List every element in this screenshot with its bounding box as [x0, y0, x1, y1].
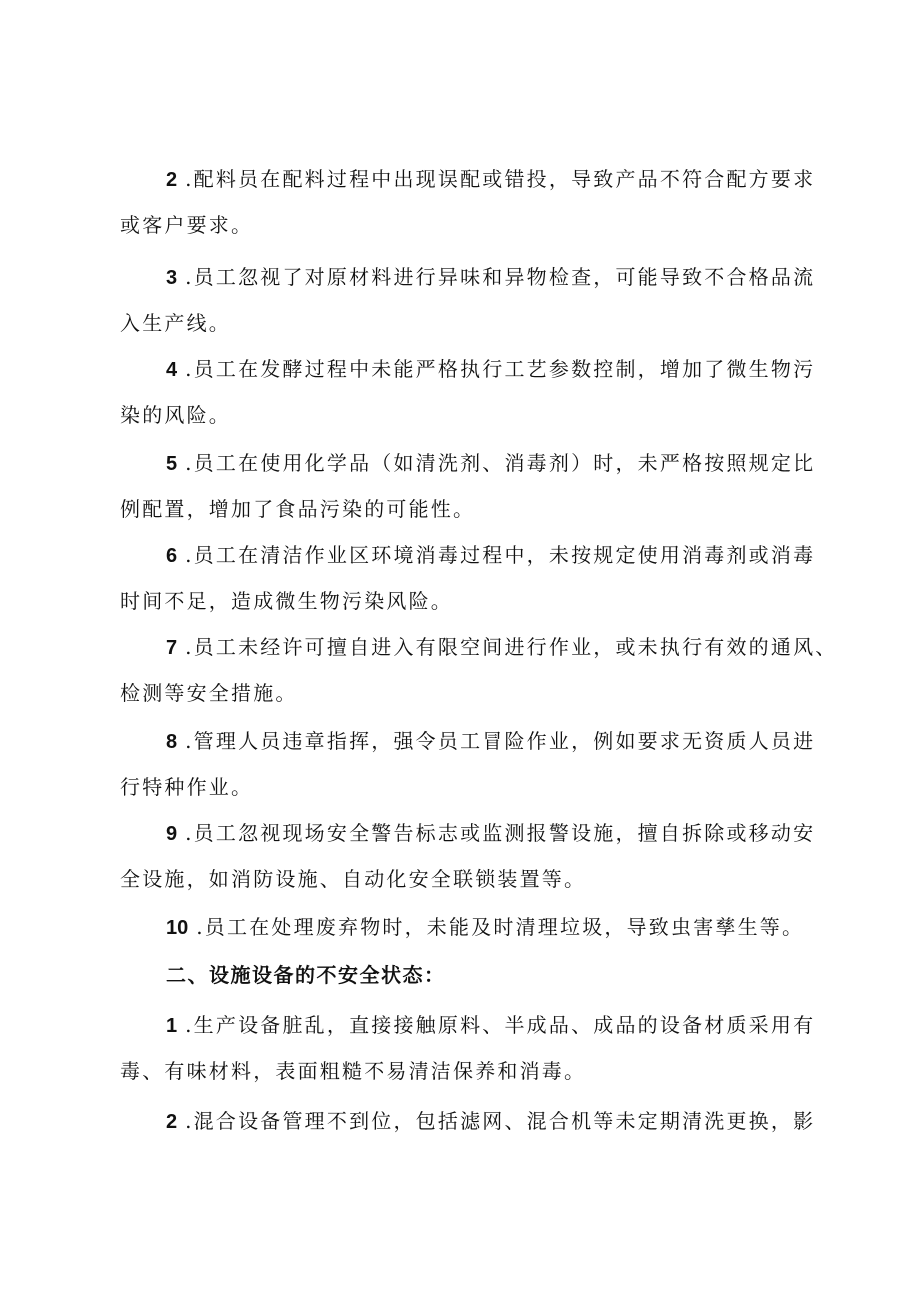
paragraph-9-line-1: [166, 818, 815, 849]
paragraph-text: .混合设备管理不到位，包括滤网、混合机等未定期清洗更换，影: [185, 1109, 816, 1133]
paragraph-text: .生产设备脏乱，直接接触原料、半成品、成品的设备材质采用有: [185, 1013, 816, 1037]
paragraph-text: 时间不足，造成微生物污染风险。: [120, 589, 453, 613]
paragraph-text: 全设施，如消防设施、自动化安全联锁装置等。: [120, 867, 587, 891]
paragraph-text: .配料员在配料过程中出现误配或错投，导致产品不符合配方要求: [185, 167, 816, 191]
paragraph-8-line-1: [166, 726, 815, 757]
paragraph-text: .管理人员违章指挥，强令员工冒险作业，例如要求无资质人员进: [185, 729, 816, 753]
item-number: 6: [166, 545, 178, 567]
paragraph-5-line-2: [120, 494, 475, 524]
paragraph-text: .员工在发酵过程中未能严格执行工艺参数控制，增加了微生物污: [185, 357, 816, 381]
paragraph-text: 检测等安全措施。: [120, 681, 298, 705]
paragraph-text: .员工在处理废弃物时，未能及时清理垃圾，导致虫害孳生等。: [196, 915, 805, 939]
item-number: 8: [166, 731, 178, 753]
paragraph-text: 例配置，增加了食品污染的可能性。: [120, 497, 476, 521]
paragraph-text: .员工在使用化学品（如清洗剂、消毒剂）时，未严格按照规定比: [185, 451, 816, 475]
paragraph-6-line-2: [120, 586, 453, 616]
paragraph-10-line-1: [166, 912, 804, 943]
paragraph-4-line-2: [120, 400, 231, 430]
paragraph-3-line-1: [166, 262, 815, 293]
paragraph-2-line-1: [166, 164, 815, 195]
section-heading: 二、设施设备的不安全状态：: [166, 963, 446, 987]
paragraph-text: 或客户要求。: [120, 213, 254, 237]
item-number: 1: [166, 1015, 178, 1037]
paragraph-text: 行特种作业。: [120, 775, 254, 799]
paragraph-9-line-2: [120, 864, 586, 894]
paragraph-4-line-1: [166, 354, 815, 385]
item-number: 4: [166, 359, 178, 381]
paragraph-3-line-2: [120, 308, 231, 338]
item-number: 7: [166, 637, 178, 659]
section-paragraph-2-line-1: [166, 1106, 815, 1137]
paragraph-8-line-2: [120, 772, 253, 802]
paragraph-text: 入生产线。: [120, 311, 231, 335]
item-number: 3: [166, 267, 178, 289]
item-number: 9: [166, 823, 178, 845]
paragraph-2-line-2: [120, 210, 253, 240]
section-paragraph-1-line-2: [120, 1056, 586, 1086]
paragraph-text: .员工在清洁作业区环境消毒过程中，未按规定使用消毒剂或消毒: [185, 543, 816, 567]
item-number: 5: [166, 453, 178, 475]
paragraph-text: .员工未经许可擅自进入有限空间进行作业，或未执行有效的通风、: [185, 635, 838, 659]
paragraph-6-line-1: [166, 540, 815, 571]
item-number: 10: [166, 917, 189, 939]
paragraph-text: 染的风险。: [120, 403, 231, 427]
paragraph-7-line-2: [120, 678, 298, 708]
paragraph-7-line-1: [166, 632, 837, 663]
item-number: 2: [166, 1111, 178, 1133]
item-number: 2: [166, 169, 178, 191]
paragraph-text: .员工忽视现场安全警告标志或监测报警设施，擅自拆除或移动安: [185, 821, 816, 845]
paragraph-text: 毒、有味材料，表面粗糙不易清洁保养和消毒。: [120, 1059, 587, 1083]
paragraph-5-line-1: [166, 448, 815, 479]
section-paragraph-1-line-1: [166, 1010, 815, 1041]
paragraph-text: .员工忽视了对原材料进行异味和异物检查，可能导致不合格品流: [185, 265, 816, 289]
